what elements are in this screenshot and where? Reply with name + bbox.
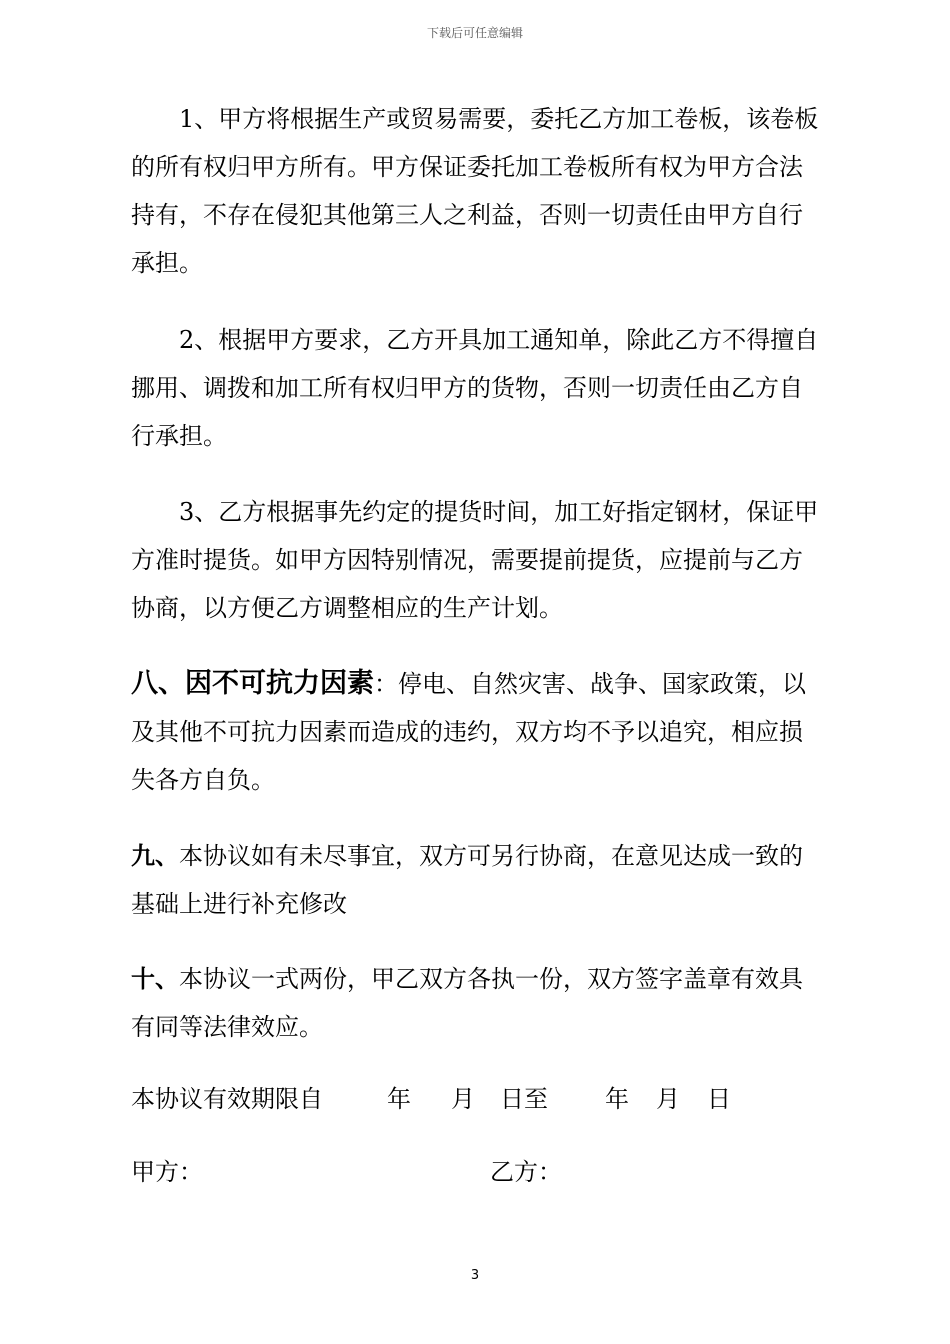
section-10-paragraph [131,955,821,1051]
page-header-note: 下载后可任意编辑 [426,26,523,40]
section-8-body: ：停电、自然灾害、战争、国家政策，以及其他不可抗力因素而造成的违约，双方均不予以追究，相应损失各方自负。 [131,670,806,794]
section-9-body: 本协议如有未尽事宜，双方可另行协商，在意见达成一致的基础上进行补充修改 [131,842,803,918]
clause-3-paragraph: 3、乙方根据事先约定的提货时间，加工好指定钢材，保证甲方准时提货。如甲方因特别情况，需要提前提货，应提前与乙方协商，以方便乙方调整相应的生产计划。 [131,498,819,622]
section-8-paragraph [131,660,821,804]
section-8-title: 八、因不可抗力因素 [131,668,374,699]
section-10-number: 十、 [131,964,179,993]
section-10-body: 本协议一式两份，甲乙双方各执一份，双方签字盖章有效具有同等法律效应。 [131,965,803,1041]
validity-end-day: 日 [707,1085,731,1113]
clause-2-paragraph: 2、根据甲方要求，乙方开具加工通知单，除此乙方不得擅自挪用、调拨和加工所有权归甲方的货物，否则一切责任由乙方自行承担。 [131,326,819,450]
section-9-paragraph [131,832,821,928]
section-9-number: 九、 [131,841,179,870]
validity-start-day-to: 日至 [500,1085,548,1113]
party-a-signature-label: 甲方： [131,1158,203,1186]
validity-end-month: 月 [656,1085,680,1113]
page-number: 3 [470,1268,480,1283]
validity-label: 本协议有效期限自 [131,1085,323,1113]
validity-start-month: 月 [451,1085,475,1113]
validity-end-year: 年 [605,1085,629,1113]
party-b-signature-label: 乙方： [490,1158,562,1186]
validity-start-year: 年 [387,1085,411,1113]
clause-1-paragraph: 1、甲方将根据生产或贸易需要，委托乙方加工卷板，该卷板的所有权归甲方所有。甲方保证委托加工卷板所有权为甲方合法持有，不存在侵犯其他第三人之利益，否则一切责任由甲方自行承担。 [131,105,819,277]
